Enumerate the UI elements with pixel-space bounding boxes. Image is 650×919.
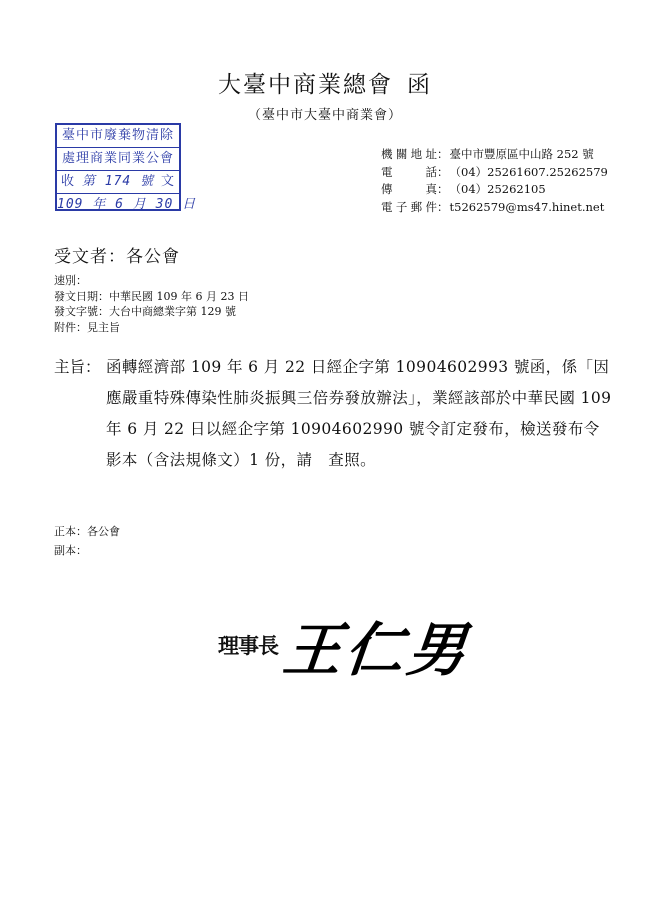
contact-address: 機關地址 ： 臺中市豐原區中山路 252 號 [381,146,608,164]
contact-phone: 電 話 ： （04）25261607.25262579 [381,164,608,182]
stamp-line-2: 處理商業同業公會 [57,148,179,171]
stamp-recv-number: 第 174 號 [81,174,155,189]
letter-title [0,66,650,99]
stamp-recv-suffix: 文 [160,174,175,189]
phone-value: （04）25261607.25262579 [449,164,608,179]
address-label: 機關地址 [381,147,437,161]
fax-value: （04）25262105 [449,182,546,196]
document-meta [54,273,249,335]
issue-date-field: 發文日期：中華民國 109 年 6 月 23 日 [54,289,249,303]
subject-label: 主旨： [54,358,101,376]
distribution-list [54,522,120,560]
copy-recipients: 副本： [54,544,87,557]
issuing-organization: 大臺中商業總會 [218,72,393,98]
contact-fax: 傳 真 ： （04）25262105 [381,181,608,199]
letter-subtitle: （臺中市大臺中商業會） [247,108,402,123]
received-stamp [55,123,197,212]
chairman-signature [218,605,474,685]
stamp-line-1: 臺中市廢棄物清除 [57,125,179,148]
signature-title: 理事長 [218,634,278,658]
stamp-receipt-date: 109 年 6 月 30 日 [57,197,197,212]
document-type: 函 [407,72,432,98]
main-recipients: 正本：各公會 [54,525,120,538]
address-value: 臺中市豐原區中山路 252 號 [449,147,594,161]
speed-field: 速別： [54,274,87,287]
contact-email: 電子郵件 ： t5262579@ms47.hinet.net [381,199,608,217]
agency-contact-block [381,146,608,216]
recipient-line: 受文者：各公會 [54,247,180,267]
attachment-field: 附件：見主旨 [54,320,120,334]
phone-label: 電 話 [381,164,437,179]
stamp-receipt-number [57,171,179,194]
subject-text: 函轉經濟部 109 年 6 月 22 日經企字第 10904602993 號函，係「因應嚴重特殊傳染性肺炎振興三倍券發放辦法」，業經該部於中華民國 109 年 6 月 22 日以經企字第 10904602990 號令訂定發布，檢送發布令影本（含法規條文）1 份，請 查照。 [106,358,612,469]
email-label: 電子郵件 [381,199,437,214]
subject-section [54,352,614,476]
signature-name: 王仁男 [279,616,474,684]
email-value: t5262579@ms47.hinet.net [449,199,605,214]
fax-label: 傳 真 [381,182,437,196]
issue-number-field: 發文字號：大台中商總業字第 129 號 [54,305,236,318]
stamp-recv-label: 收 [61,174,76,189]
